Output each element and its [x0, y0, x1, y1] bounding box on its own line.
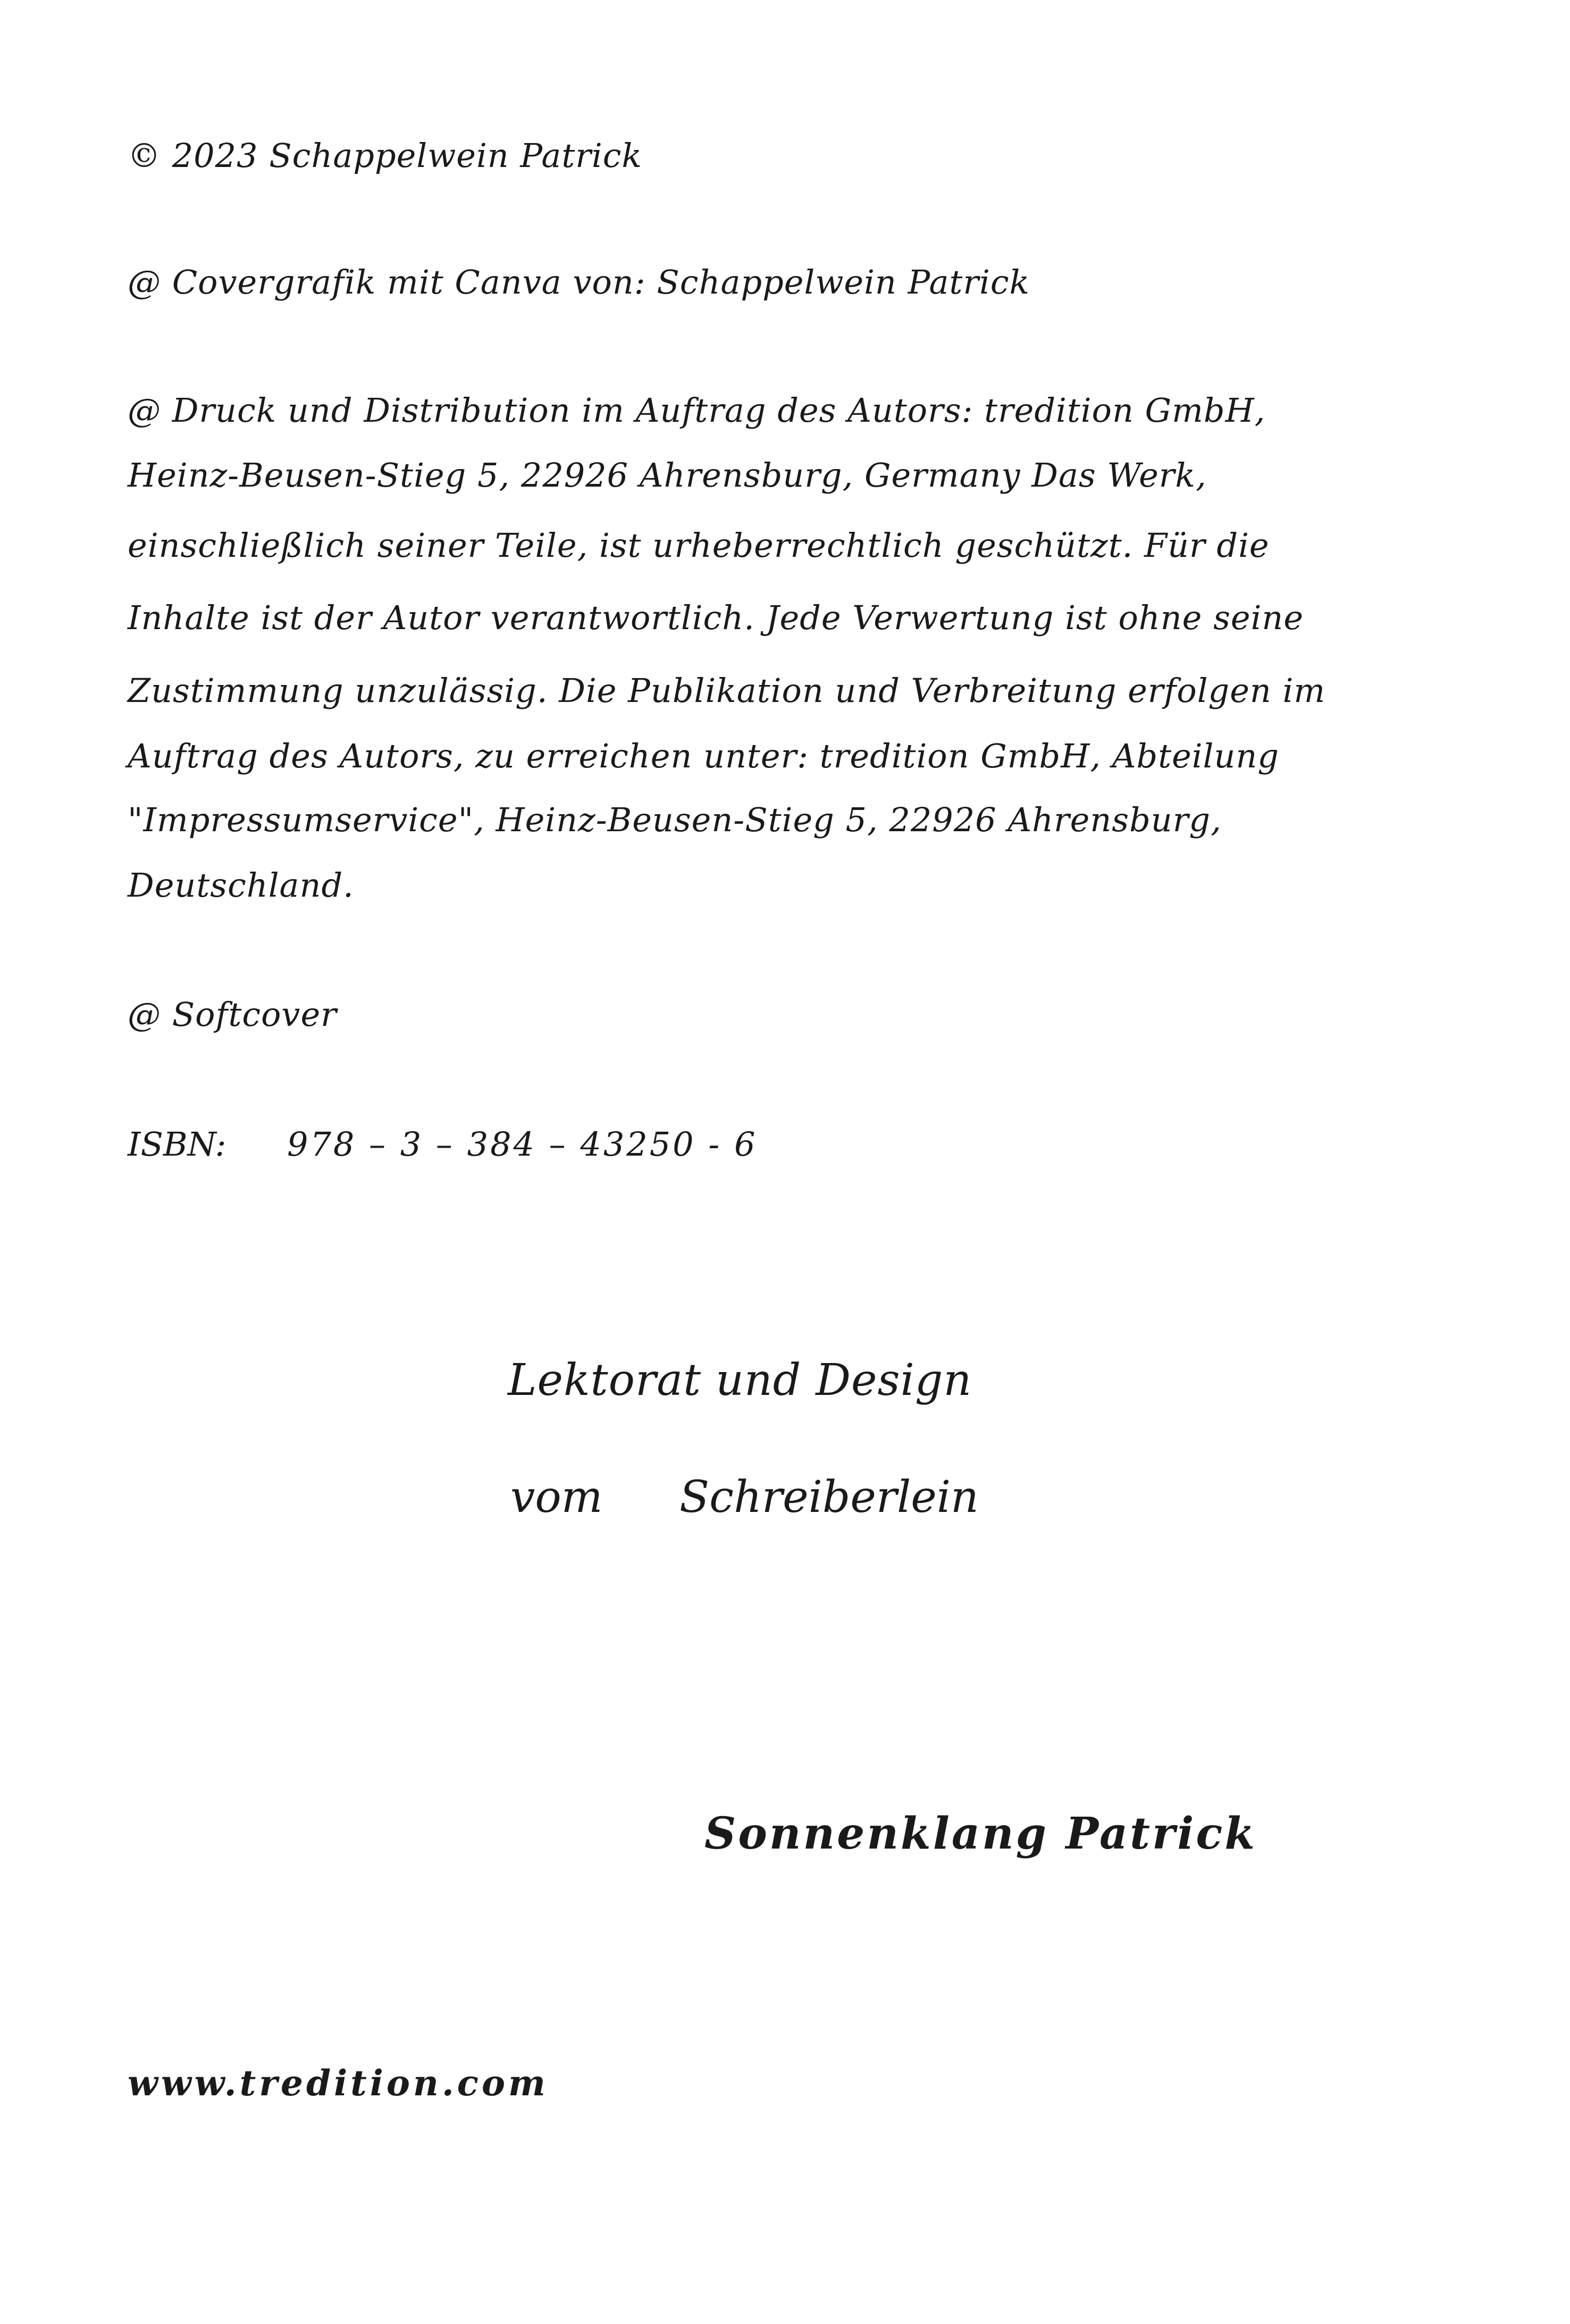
distribution-line: Auftrag des Autors, zu erreichen unter: tredition GmbH, Abteilung [128, 737, 1280, 775]
distribution-line: "Impressumservice", Heinz-Beusen-Stieg 5, 22926 Ahrensburg, [128, 800, 1222, 839]
distribution-line: Deutschland. [128, 866, 354, 905]
format-line: @ Softcover [128, 995, 337, 1034]
copyright-line: © 2023 Schappelwein Patrick [128, 136, 642, 175]
editing-credit-line: Lektorat und Design [508, 1355, 972, 1406]
distribution-line: Heinz-Beusen-Stieg 5, 22926 Ahrensburg, Germany Das Werk, [128, 456, 1207, 495]
editing-credit-vom: vom [510, 1472, 603, 1523]
distribution-line: @ Druck und Distribution im Auftrag des Autors: tredition GmbH, [128, 391, 1266, 430]
cover-credit-line: @ Covergrafik mit Canva von: Schappelwein Patrick [128, 263, 1030, 302]
author-name: Sonnenklang Patrick [704, 1808, 1257, 1859]
website-link[interactable]: www.tredition.com [128, 2062, 549, 2104]
distribution-line: Zustimmung unzulässig. Die Publikation und Verbreitung erfolgen im [128, 671, 1326, 710]
distribution-line: Inhalte ist der Autor verantwortlich. Jede Verwertung ist ohne seine [128, 598, 1304, 637]
distribution-line: einschließlich seiner Teile, ist urheberrechtlich geschützt. Für die [128, 526, 1270, 565]
isbn-value: 978 – 3 – 384 – 43250 - 6 [287, 1125, 758, 1164]
editing-credit-line-2 [510, 1472, 989, 1525]
isbn-line [128, 1125, 978, 1167]
editing-credit-name: Schreiberlein [679, 1472, 979, 1523]
distribution-paragraph [128, 391, 1510, 912]
isbn-label: ISBN: [128, 1125, 226, 1164]
